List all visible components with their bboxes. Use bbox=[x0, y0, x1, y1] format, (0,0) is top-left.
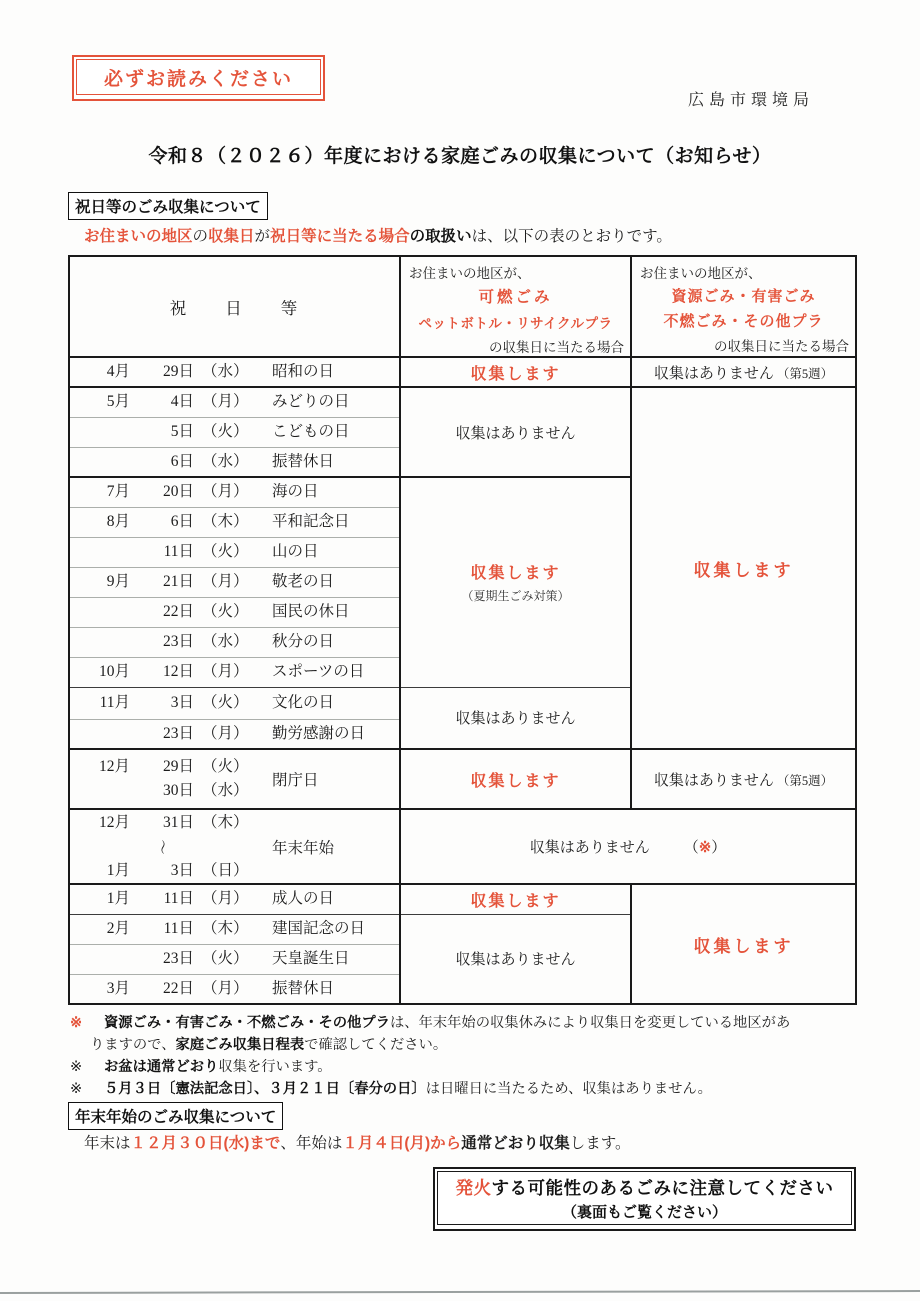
newyear-collection-line: 年末は１２月３０日(水)まで、年始は１月４日(月)から通常どおり収集します。 bbox=[84, 1135, 631, 1152]
collect-no: 収集はありません bbox=[455, 425, 576, 442]
table-row: 7月 20日 （月） 海の日 収集します （夏期生ごみ対策） bbox=[69, 477, 856, 507]
table-row: 11日 （火） 山の日 bbox=[69, 537, 856, 567]
newyear-date: １月４日(月)から bbox=[342, 1135, 462, 1152]
yearend-date: １２月３０日(水)まで bbox=[130, 1135, 281, 1152]
must-read-label: 必ずお読みください bbox=[76, 59, 321, 95]
collect-yes: 収集します bbox=[470, 892, 561, 910]
tilde-range: ～ bbox=[153, 838, 170, 855]
collect-yes: 収集します bbox=[693, 936, 794, 956]
fire-warning-box bbox=[433, 1167, 856, 1231]
collect-no: 収集はありません （第5週） bbox=[653, 365, 834, 382]
section-heading-holiday-collection: 祝日等のごみ収集について bbox=[68, 192, 268, 220]
intro-red-3: 祝日等に当たる場合 bbox=[270, 228, 410, 245]
intro-line: お住まいの地区の収集日が祝日等に当たる場合の取扱いは、以下の表のとおりです。 bbox=[84, 228, 672, 245]
intro-red-1: お住まいの地区 bbox=[84, 228, 193, 245]
table-row: 2月 11日 （木） 建国記念の日 収集はありません bbox=[69, 914, 856, 944]
table-row: 9月 21日 （月） 敬老の日 bbox=[69, 567, 856, 597]
must-read-box bbox=[72, 55, 325, 101]
table-row: 22日 （火） 国民の休日 bbox=[69, 597, 856, 627]
header-burnable-col: お住まいの地区が、 可燃ごみ ペットボトル・リサイクルプラ の収集日に当たる場合 bbox=[400, 256, 631, 357]
table-row: 11月 3日 （火） 文化の日 収集はありません bbox=[69, 687, 856, 719]
organization-name: 広島市環境局 bbox=[688, 92, 815, 109]
footnote-3: ※ ５月３日〔憲法記念日〕、３月２１日〔春分の日〕は日曜日に当たるため、収集はありません。 bbox=[70, 1081, 712, 1097]
fire-warning-line2: （裏面もご覧ください） bbox=[561, 1203, 727, 1221]
collect-yes: 収集します bbox=[470, 565, 561, 583]
table-row: 8月 6日 （木） 平和記念日 bbox=[69, 507, 856, 537]
collect-yes: 収集します bbox=[470, 365, 561, 383]
collect-no-newyear: 収集はありません （※） bbox=[529, 840, 727, 856]
asterisk-mark: ※ bbox=[698, 840, 712, 856]
table-row: 23日 （火） 天皇誕生日 bbox=[69, 944, 856, 974]
table-row: 3月 22日 （月） 振替休日 bbox=[69, 974, 856, 1004]
table-row: 6日 （水） 振替休日 bbox=[69, 447, 856, 477]
scan-edge-line bbox=[0, 1290, 920, 1294]
collect-yes: 収集します bbox=[693, 560, 794, 580]
table-row: 5日 （火） こどもの日 bbox=[69, 417, 856, 447]
collect-no: 収集はありません bbox=[455, 952, 576, 969]
table-row: 5月 4日 （月） みどりの日 収集はありません 収集します bbox=[69, 387, 856, 417]
table-header-row bbox=[69, 256, 856, 357]
holiday-collection-table bbox=[68, 255, 857, 1005]
footnotes bbox=[70, 1012, 870, 1100]
collect-yes: 収集します bbox=[470, 772, 561, 790]
table-row: 23日 （水） 秋分の日 bbox=[69, 627, 856, 657]
fire-warning-line1: 発火する可能性のあるごみに注意してください bbox=[455, 1177, 834, 1198]
header-holiday-col: 祝 日 等 bbox=[69, 256, 400, 357]
page-title: 令和８（２０２６）年度における家庭ごみの収集について（お知らせ） bbox=[148, 146, 772, 167]
intro-red-2: 収集日 bbox=[208, 228, 255, 245]
table-row: 23日 （月） 勤労感謝の日 bbox=[69, 719, 856, 749]
table-row: 10月 12日 （月） スポーツの日 bbox=[69, 657, 856, 687]
table-row-office-closed: 12月 29日 （火） 30日 （水） 閉庁日 収集します 収集はありません （第5週） bbox=[69, 749, 856, 809]
section-heading-newyear-collection: 年末年始のごみ収集について bbox=[68, 1102, 283, 1130]
table-row-newyear: 12月 31日 （木） ～ 1月 3日 （日） 年末年始 収集はありません （※） bbox=[69, 809, 856, 884]
summer-note: （夏期生ごみ対策） bbox=[461, 589, 570, 604]
collect-no: 収集はありません bbox=[455, 711, 576, 728]
footnote-1-cont: りますので、家庭ごみ収集日程表で確認してください。 bbox=[90, 1037, 448, 1053]
collect-no: 収集はありません （第5週） bbox=[653, 772, 834, 789]
table-row: 1月 11日 （月） 成人の日 収集します 収集します bbox=[69, 884, 856, 914]
header-recyclable-col: お住まいの地区が、 資源ごみ・有害ごみ 不燃ごみ・その他プラ の収集日に当たる場合 bbox=[640, 266, 849, 354]
table-row: 4月 29日 （水） 昭和の日 収集します 収集はありません （第5週） bbox=[69, 357, 856, 387]
footnote-2: ※ お盆は通常どおり収集を行います。 bbox=[70, 1059, 332, 1075]
footnote-1: ※ 資源ごみ・有害ごみ・不燃ごみ・その他プラは、年末年始の収集休みにより収集日を変更している地区があ bbox=[70, 1015, 791, 1031]
